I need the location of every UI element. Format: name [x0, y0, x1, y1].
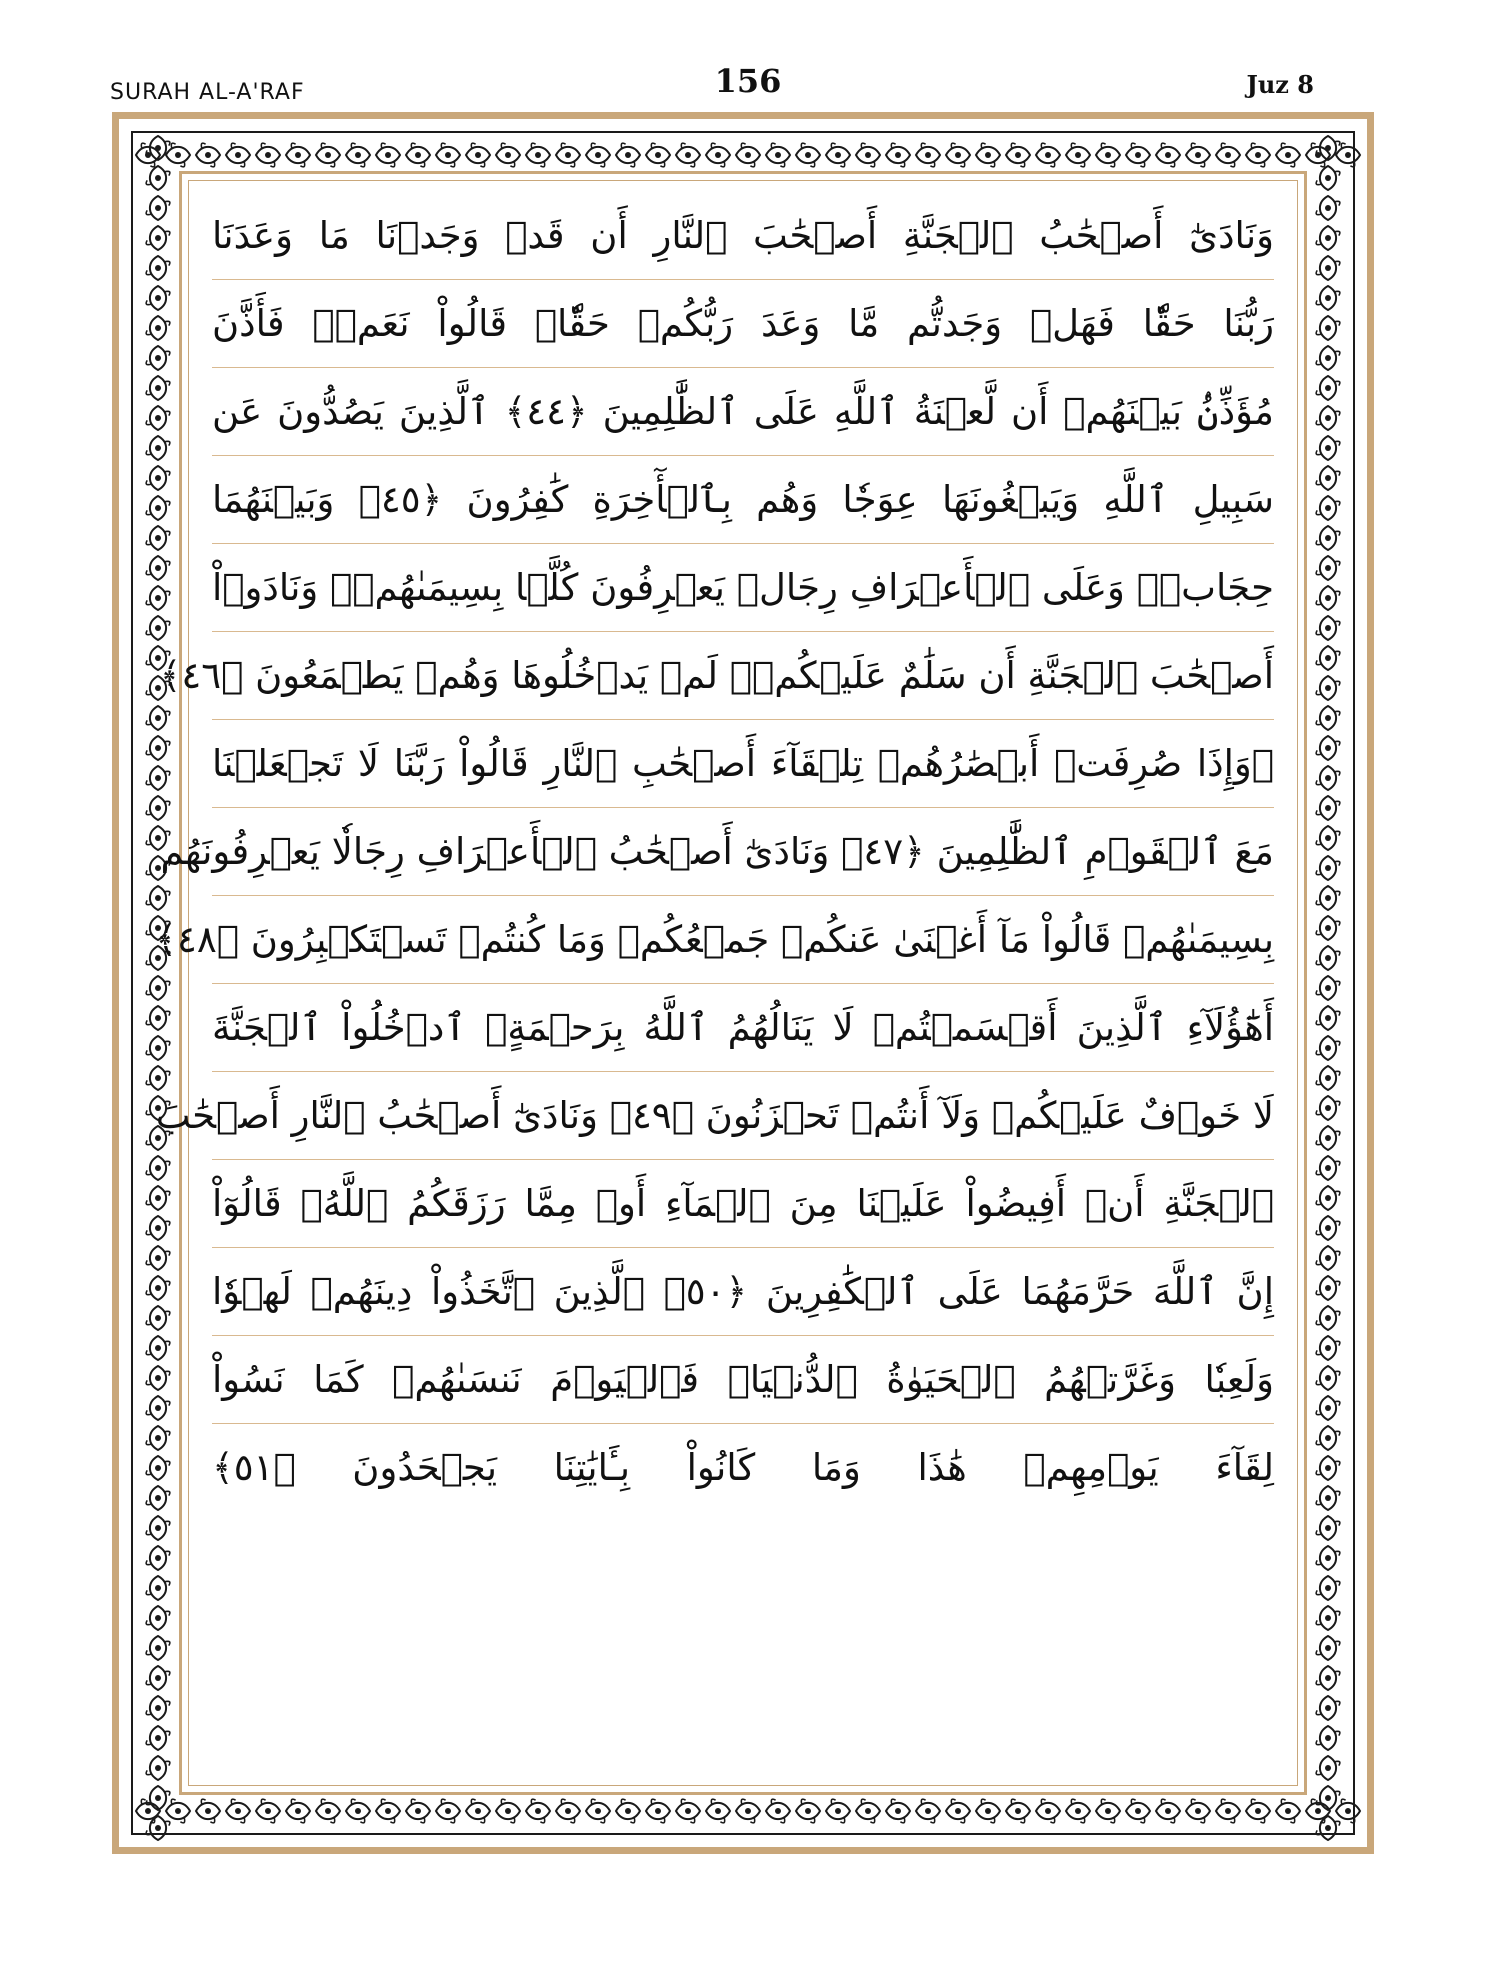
verse-line: رَبُّنَا حَقّٗا فَهَلۡ وَجَدتُّم مَّا وَعَدَ رَبُّكُمۡ حَقّٗاۖ قَالُواْ نَعَمۡۚ فَأَذَّنَ	[212, 280, 1274, 368]
surah-name: SURAH AL-A'RAF	[110, 80, 305, 105]
verse-line: ۞وَإِذَا صُرِفَتۡ أَبۡصَٰرُهُمۡ تِلۡقَآءَ أَصۡحَٰبِ ٱلنَّارِ قَالُواْ رَبَّنَا لَا تَجۡعَلۡنَا	[212, 720, 1274, 808]
juz-label: Juz 8	[1246, 70, 1314, 99]
verse-line: مَعَ ٱلۡقَوۡمِ ٱلظَّٰلِمِينَ ﴿٤٧﴾ وَنَادَىٰٓ أَصۡحَٰبُ ٱلۡأَعۡرَافِ رِجَالٗا يَعۡرِفُونَهُم	[212, 808, 1274, 896]
verse-line: لِقَآءَ يَوۡمِهِمۡ هَٰذَا وَمَا كَانُواْ بِـَٔايَٰتِنَا يَجۡحَدُونَ ﴿٥١﴾	[212, 1446, 1274, 1489]
verse-line: حِجَابٞۚ وَعَلَى ٱلۡأَعۡرَافِ رِجَالٞ يَعۡرِفُونَ كُلَّۢا بِسِيمَىٰهُمۡۚ وَنَادَوۡاْ	[212, 544, 1274, 632]
verse-line: مُؤَذِّنُۢ بَيۡنَهُمۡ أَن لَّعۡنَةُ ٱللَّهِ عَلَى ٱلظَّٰلِمِينَ ﴿٤٤﴾ ٱلَّذِينَ يَصُدُّونَ عَن	[212, 368, 1274, 456]
verse-line: أَهَٰٓؤُلَآءِ ٱلَّذِينَ أَقۡسَمۡتُمۡ لَا يَنَالُهُمُ ٱللَّهُ بِرَحۡمَةٍۚ ٱدۡخُلُواْ ٱلۡجَنَّةَ	[212, 984, 1274, 1072]
verse-line: وَنَادَىٰٓ أَصۡحَٰبُ ٱلۡجَنَّةِ أَصۡحَٰبَ ٱلنَّارِ أَن قَدۡ وَجَدۡنَا مَا وَعَدَنَا	[212, 192, 1274, 280]
page-number: 156	[714, 62, 782, 100]
verse-line: ٱلۡجَنَّةِ أَنۡ أَفِيضُواْ عَلَيۡنَا مِنَ ٱلۡمَآءِ أَوۡ مِمَّا رَزَقَكُمُ ٱللَّهُۚ قَالُوٓاْ	[212, 1160, 1274, 1248]
verse-line: أَصۡحَٰبَ ٱلۡجَنَّةِ أَن سَلَٰمٌ عَلَيۡكُمۡۚ لَمۡ يَدۡخُلُوهَا وَهُمۡ يَطۡمَعُونَ ﴿٤٦﴾	[212, 632, 1274, 720]
verse-line: سَبِيلِ ٱللَّهِ وَيَبۡغُونَهَا عِوَجٗا وَهُم بِٱلۡأٓخِرَةِ كَٰفِرُونَ ﴿٤٥﴾ وَبَيۡنَهُمَا	[212, 456, 1274, 544]
ornament-top	[133, 135, 1353, 175]
verse-line: وَلَعِبٗا وَغَرَّتۡهُمُ ٱلۡحَيَوٰةُ ٱلدُّنۡيَاۚ فَٱلۡيَوۡمَ نَنسَىٰهُمۡ كَمَا نَسُواْ	[212, 1336, 1274, 1424]
verse-lines	[155, 192, 1275, 1774]
ornament-bottom	[133, 1791, 1353, 1831]
ornament-right	[1305, 133, 1351, 1833]
page-frame	[112, 112, 1374, 1854]
page-header	[0, 0, 1496, 110]
verse-line: لَا خَوۡفٌ عَلَيۡكُمۡ وَلَآ أَنتُمۡ تَحۡزَنُونَ ﴿٤٩﴾ وَنَادَىٰٓ أَصۡحَٰبُ ٱلنَّارِ أَصۡحَٰبَ	[212, 1072, 1274, 1160]
text-panel	[155, 171, 1307, 1795]
verse-line: إِنَّ ٱللَّهَ حَرَّمَهُمَا عَلَى ٱلۡكَٰفِرِينَ ﴿٥٠﴾ ٱلَّذِينَ ٱتَّخَذُواْ دِينَهُمۡ لَهۡوٗا	[212, 1248, 1274, 1336]
verse-line: بِسِيمَىٰهُمۡ قَالُواْ مَآ أَغۡنَىٰ عَنكُمۡ جَمۡعُكُمۡ وَمَا كُنتُمۡ تَسۡتَكۡبِرُونَ ﴿٤٨﴾	[212, 896, 1274, 984]
